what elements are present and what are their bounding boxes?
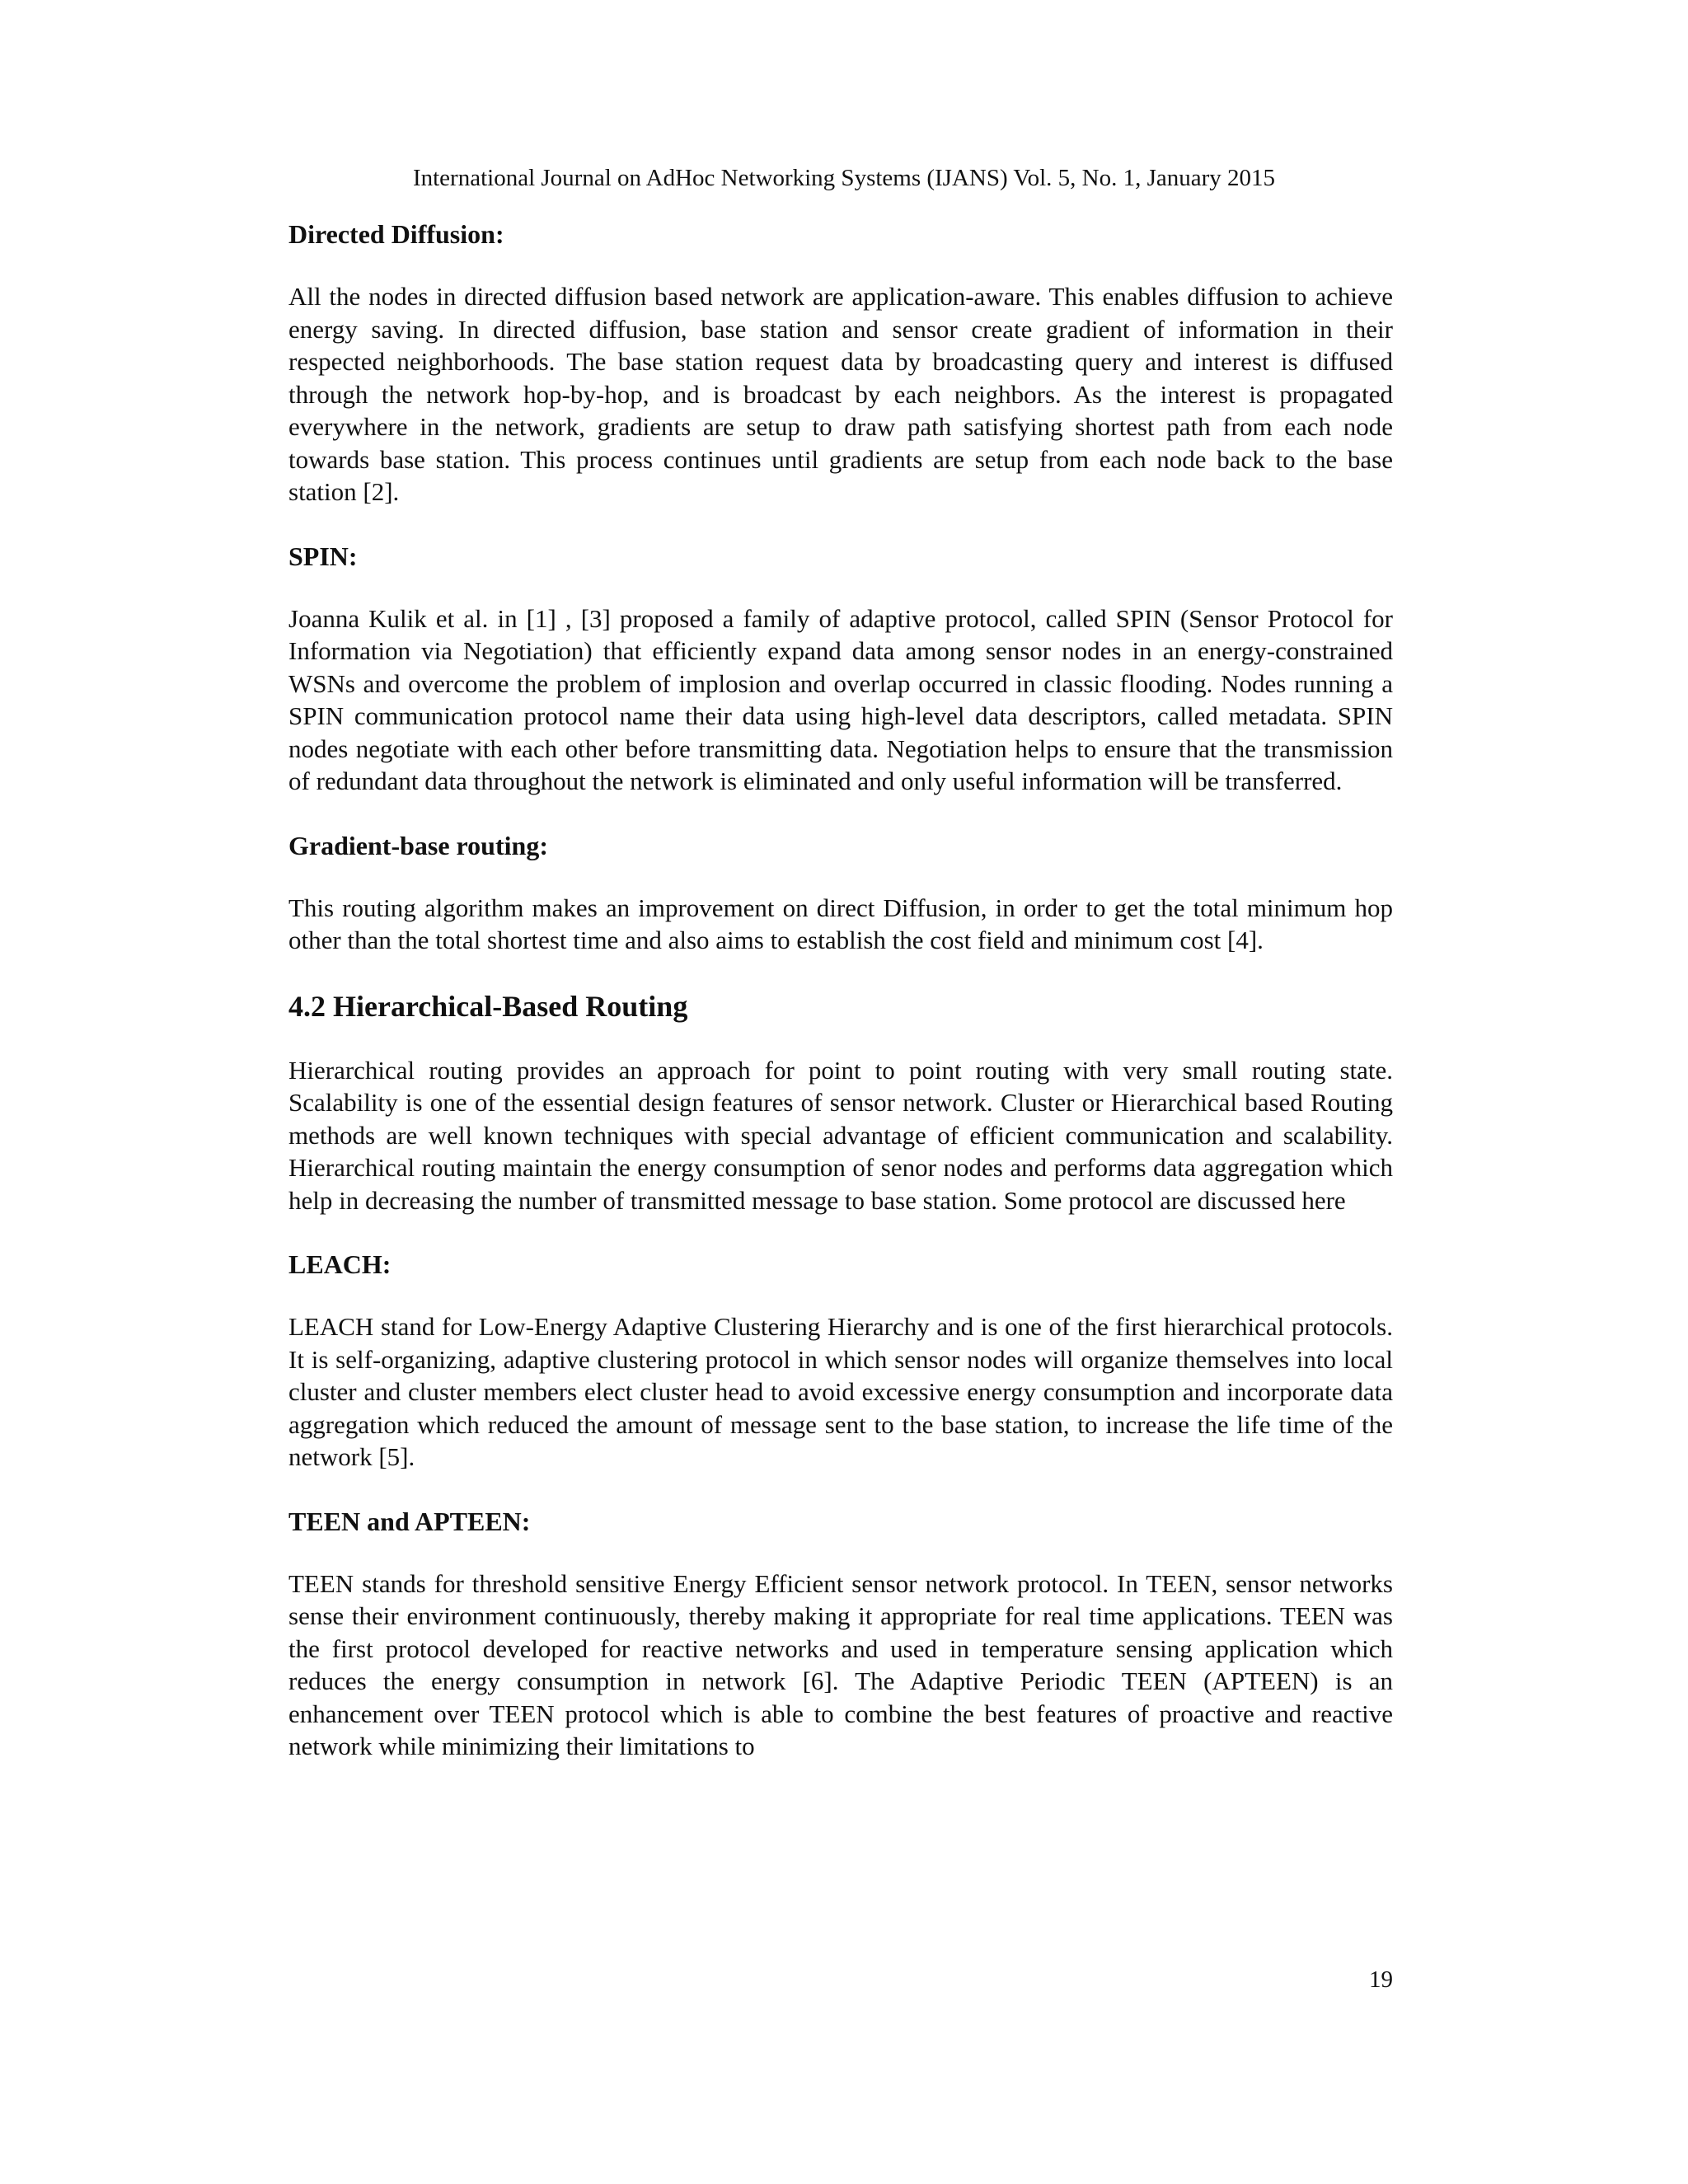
body-paragraph: Hierarchical routing provides an approach for point to point routing with very small routing state. Scalability is one of the essential design features of sensor network. Cluster or Hierarchical based Routing methods are well known techniques with special advantage of efficient communication and scalability. Hierarchical routing maintain the energy consumption of senor nodes and performs data aggregation which help in decreasing the number of transmitted message to base station. Some protocol are discussed here: [288, 1055, 1393, 1215]
body-paragraph: LEACH stand for Low-Energy Adaptive Clustering Hierarchy and is one of the first hierarchical protocols. It is self-organizing, adaptive clustering protocol in which sensor nodes will organize themselves into local cluster and cluster members elect cluster head to avoid excessive energy consumption and incorporate data aggregation which reduced the amount of message sent to the base station, to increase the life time of the network [5].: [288, 1312, 1393, 1471]
section-spin: [288, 540, 1393, 798]
subsection-heading: Directed Diffusion:: [288, 219, 504, 249]
subsection-heading: Gradient-base routing:: [288, 830, 548, 860]
section-teen-apteen: [288, 1505, 1393, 1763]
subsection-heading: TEEN and APTEEN:: [288, 1506, 531, 1536]
page-content: [288, 218, 1393, 1794]
body-paragraph: All the nodes in directed diffusion based network are application-aware. This enables diffusion to achieve energy saving. In directed diffusion, base station and sensor create gradient of information in their respected neighborhoods. The base station request data by broadcasting query and interest is diffused through the network hop-by-hop, and is broadcast by each neighbors. As the interest is propagated everywhere in the network, gradients are setup to draw path satisfying shortest path from each node towards base station. This process continues until gradients are setup from each node back to the base station [2].: [288, 282, 1393, 506]
section-hierarchical-routing: [288, 988, 1393, 1217]
running-header: International Journal on AdHoc Networking Systems (IJANS) Vol. 5, No. 1, January 2015: [412, 165, 1276, 191]
section-directed-diffusion: [288, 218, 1393, 509]
subsection-heading: LEACH:: [288, 1249, 392, 1279]
body-paragraph: This routing algorithm makes an improvement on direct Diffusion, in order to get the total minimum hop other than the total shortest time and also aims to establish the cost field and minimum cost [4].: [288, 893, 1393, 954]
body-paragraph: TEEN stands for threshold sensitive Energy Efficient sensor network protocol. In TEEN, sensor networks sense their environment continuously, thereby making it appropriate for real time applications. TEEN was the first protocol developed for reactive networks and used in temperature sensing application which reduces the energy consumption in network [6]. The Adaptive Periodic TEEN (APTEEN) is an enhancement over TEEN protocol which is able to combine the best features of proactive and reactive network while minimizing their limitations to: [288, 1568, 1393, 1760]
subsection-heading: SPIN:: [288, 541, 358, 571]
page-number: 19: [1369, 1966, 1393, 1993]
section-gradient-base-routing: [288, 829, 1393, 957]
section-leach: [288, 1248, 1393, 1474]
section-heading: 4.2 Hierarchical-Based Routing: [288, 989, 688, 1023]
body-paragraph: Joanna Kulik et al. in [1] , [3] proposed a family of adaptive protocol, called SPIN (Sensor Protocol for Information via Negotiation) that efficiently expand data among sensor nodes in an energy-constrained WSNs and overcome the problem of implosion and overlap occurred in classic flooding. Nodes running a SPIN communication protocol name their data using high-level data descriptors, called metadata. SPIN nodes negotiate with each other before transmitting data. Negotiation helps to ensure that the transmission of redundant data throughout the network is eliminated and only useful information will be transferred.: [288, 603, 1393, 795]
